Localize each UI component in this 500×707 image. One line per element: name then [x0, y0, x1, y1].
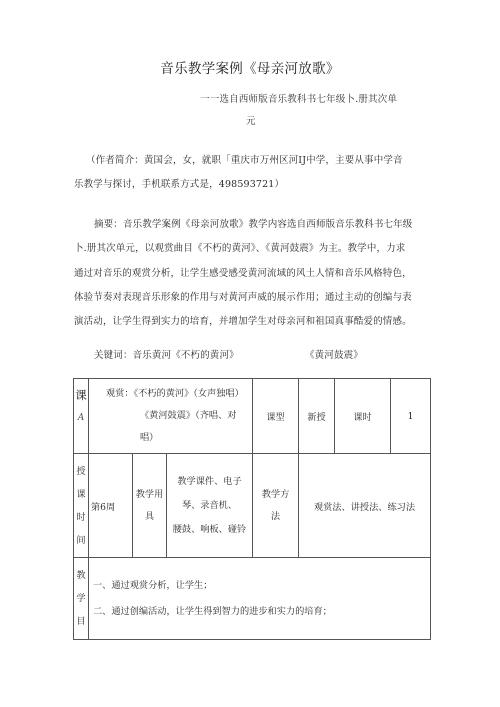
teaching-tools-line-3: 腰鼓、响板、碰铃	[172, 523, 247, 535]
course-type-label: 课型	[253, 379, 299, 454]
teaching-tools-line-1: 教学课件、电子	[177, 475, 242, 487]
subtitle-line-2: 元	[246, 116, 256, 127]
row2-char-1: 授	[76, 465, 86, 477]
abstract-line-5: 演活动，让学生得到实力的培育，并增加学生对母亲河和祖国真事酷爱的情感。	[74, 316, 412, 327]
row1-content-cell	[89, 379, 253, 454]
subtitle-line-1: 一一选自西师版音乐教科书七年级卜.册其次单	[200, 94, 398, 105]
teaching-method-label-line-1: 教学方	[261, 488, 290, 500]
row2-char-4: 间	[76, 534, 86, 546]
goal-item-2: 二、通过创编活动，让学生得到智力的进步和实力的培育；	[93, 605, 332, 617]
teaching-tools-label	[133, 454, 167, 558]
table-row	[74, 558, 431, 640]
row1-char-1: 课	[75, 388, 87, 402]
row3-char-2: 学	[76, 593, 86, 604]
row3-char-3: 目	[76, 616, 86, 627]
teaching-method-label-line-2: 法	[270, 510, 281, 522]
teaching-method-label	[253, 454, 299, 558]
teaching-method-value: 观赏法、讲授法、练习法	[299, 454, 431, 558]
row2-char-3: 时	[76, 511, 86, 523]
goal-item-1: 一、通过观赏分析，让学生；	[93, 579, 213, 591]
author-line-2: 乐教学与探讨，手机联系方式是，498593721）	[74, 179, 285, 190]
table-row	[74, 379, 431, 454]
author-line-1: （作者简介：黄国会，女，就职「重庆市万州区河ⅠJ中学，主要从事中学音	[86, 155, 403, 166]
row2-char-2: 课	[76, 488, 86, 500]
document-title: 音乐教学案例《母亲河放歌》	[160, 61, 340, 77]
teaching-tools-label-line-2: 具	[144, 510, 155, 522]
class-hours-value: 1	[391, 379, 431, 454]
abstract-line-4: 体验节奏对表现音乐形象的作用与对黄河声威的展示作用；通过主动的创编与表	[74, 292, 412, 303]
class-hours-label: 课时	[335, 379, 391, 454]
row3-char-1: 教	[76, 570, 86, 581]
teaching-goals-cell	[89, 558, 431, 640]
keywords-extra: 《黄河鼓震》	[305, 350, 363, 361]
row1-char-2: A	[77, 413, 85, 423]
course-type-value: 新授	[299, 379, 335, 454]
teaching-tools-value	[167, 454, 253, 558]
row3-vertical-label	[74, 558, 89, 640]
teaching-time-value: 第6周	[89, 454, 133, 558]
row1-content-line-2: 《黄河鼓震》（齐唱、对唱）	[140, 410, 237, 443]
row2-vertical-label	[74, 454, 89, 558]
row1-vertical-label	[74, 379, 89, 454]
abstract-line-2: 卜.册其次单元，以观赏曲目《不朽的黄河》、《黄河鼓震》为主。教学中，力求	[74, 243, 406, 254]
row1-content-line-1: 观赏：《不朽的黄河》（女声独唱）	[106, 388, 244, 399]
teaching-tools-line-2: 琴、录音机、	[181, 499, 238, 511]
table-row	[74, 454, 431, 558]
abstract-line-3: 通过对音乐的观赏分析，让学生感受感受黄河流域的风土人情和音乐风格特色，	[74, 268, 412, 279]
abstract-line-1: 摘要：音乐教学案例《母亲河放歌》教学内容选自西师版音乐教科书七年级	[94, 219, 413, 230]
lesson-plan-table	[73, 378, 431, 640]
keywords-line: 关键词：音乐黄河《不朽的黄河》	[94, 350, 239, 361]
teaching-tools-label-line-1: 教学用	[135, 488, 164, 500]
